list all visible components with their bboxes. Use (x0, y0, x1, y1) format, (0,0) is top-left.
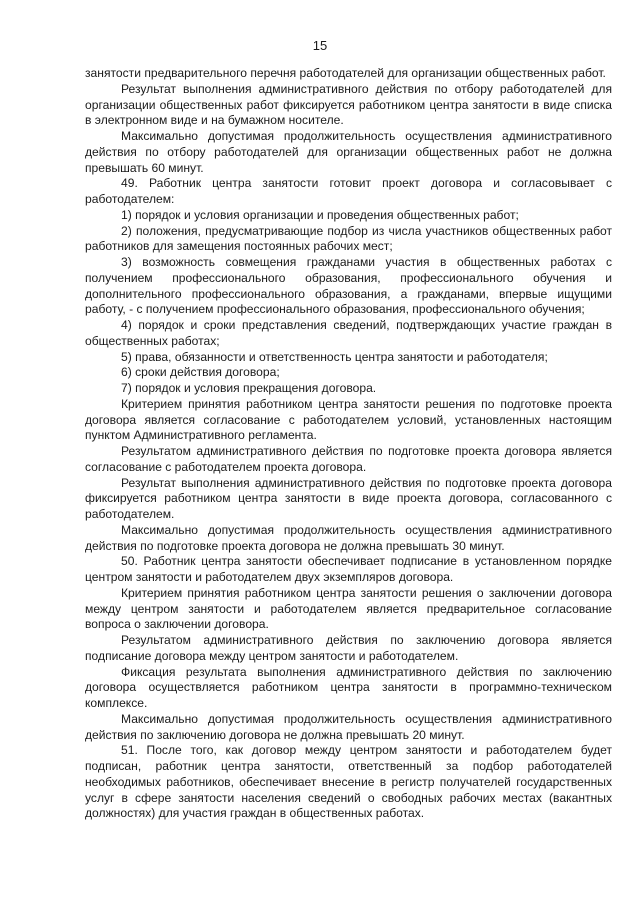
paragraph: Максимально допустимая продолжительность осуществления административного действия по отбору работодателей для организации общественных работ не должна превышать 60 минут. (85, 129, 612, 175)
paragraph: Максимально допустимая продолжительность осуществления административного действия по подготовке проекта договора не должна превышать 30 минут. (85, 522, 612, 553)
paragraph: Результатом административного действия по подготовке проекта договора является согласование с работодателем проекта договора. (85, 444, 612, 474)
paragraph: Критерием принятия работником центра занятости решения по подготовке проекта договора является согласование с работодателем условий, установленных настоящим пунктом Административного регламента. (85, 396, 612, 443)
document-body (85, 66, 612, 822)
paragraph: Результат выполнения административного действия по отбору работодателей для организации общественных работ фиксируется работником центра занятости в виде списка в электронном виде и на бумажном носителе. (85, 81, 612, 128)
paragraph: занятости предварительного перечня работодателей для организации общественных работ. (85, 66, 606, 80)
list-item: 6) сроки действия договора; (121, 365, 280, 380)
page-number: 15 (312, 38, 328, 53)
paragraph: Результат выполнения административного действия по подготовке проекта договора фиксируется работником центра занятости в виде проекта договора, согласованного с работодателем. (85, 475, 612, 521)
paragraph: Результатом административного действия по заключению договора является подписание договора между центром занятости и работодателем. (85, 633, 612, 663)
paragraph: Фиксация результата выполнения административного действия по заключению договора осуществляется работником центра занятости в программно-техническом комплексе. (85, 664, 612, 710)
list-item: 5) права, обязанности и ответственность центра занятости и работодателя; (121, 349, 548, 364)
paragraph: 51. После того, как договор между центром занятости и работодателем будет подписан, работник центра занятости, ответственный за подбор работодателей необходимых работников, обеспечивает внесение в регистр получателей государственных услуг в сфере занятости населения сведений о свободных рабочих местах (вакантных должностях) для участия граждан в общественных работах. (85, 743, 612, 821)
list-item: 3) возможность совмещения гражданами участия в общественных работах с получением профессионального образования, профессионального обучения и дополнительного профессионального образования, а гражданами, впервые ищущими работу, - с получением профессионального образования, профессионального обучения; (85, 255, 612, 317)
paragraph: Максимально допустимая продолжительность осуществления административного действия по заключению договора не должна превышать 20 минут. (85, 711, 612, 742)
list-item: 1) порядок и условия организации и проведения общественных работ; (121, 207, 519, 222)
list-item: 7) порядок и условия прекращения договора. (121, 381, 377, 395)
paragraph: 49. Работник центра занятости готовит проект договора и согласовывает с работодателем: (85, 176, 612, 206)
list-item: 2) положения, предусматривающие подбор из числа участников общественных работ работников для замещения постоянных рабочих мест; (85, 223, 612, 254)
paragraph: Критерием принятия работником центра занятости решения о заключении договора между центром занятости и работодателем является предварительное согласование вопроса о заключении договора. (85, 585, 612, 632)
list-item: 4) порядок и сроки представления сведений, подтверждающих участие граждан в общественных работах; (85, 318, 612, 348)
paragraph: 50. Работник центра занятости обеспечивает подписание в установленном порядке центром занятости и работодателем двух экземпляров договора. (85, 554, 612, 584)
